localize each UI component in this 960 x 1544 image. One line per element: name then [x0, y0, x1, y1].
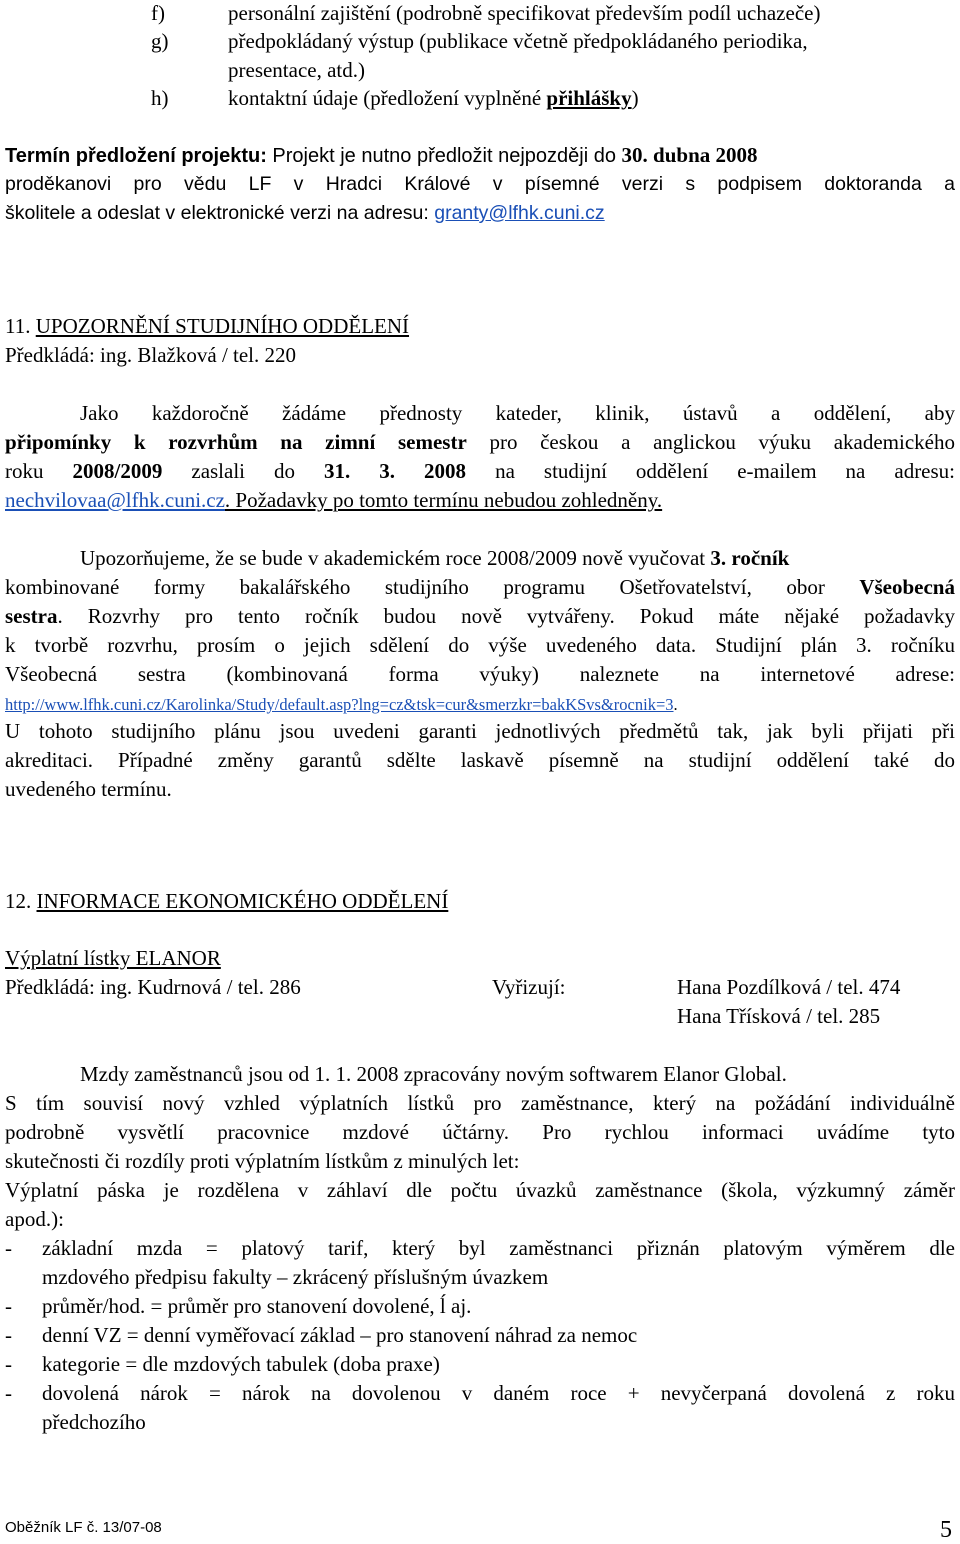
paragraph-text: . Rozvrhy pro tento ročník budou nově vytvářeny. Pokud máte nějaké požadavky	[57, 604, 955, 628]
list-bullet: -	[5, 1294, 12, 1318]
deadline-date: 31. 3. 2008	[324, 459, 467, 483]
bold-phrase: 3. ročník	[710, 546, 790, 570]
paragraph-text: .	[673, 695, 678, 714]
deadline-date: 30. dubna 2008	[621, 143, 758, 167]
requirement-text: presentace, atd.)	[228, 58, 366, 82]
bold-phrase: připomínky k rozvrhům na zimní semestr	[5, 430, 467, 454]
handlers-label: Vyřizují:	[492, 975, 566, 999]
paragraph-line: S tím souvisí nový vzhled výplatních lístků pro zaměstnance, který na požádání individuálně	[5, 1091, 955, 1115]
bold-phrase: Všeobecná	[859, 575, 955, 599]
list-item-text: základní mzda = platový tarif, který byl zaměstnanci přiznán platovým výměrem dle	[42, 1236, 955, 1260]
section-number: 11.	[5, 314, 31, 338]
section-12-heading	[5, 889, 448, 913]
paragraph-text: pro českou a anglickou výuku akademického	[466, 430, 955, 454]
grants-email-link[interactable]: granty@lfhk.cuni.cz	[434, 202, 605, 224]
requirement-text: předpokládaný výstup (publikace včetně předpokládaného periodika,	[228, 29, 808, 53]
page-number: 5	[940, 1517, 952, 1543]
paragraph-text: roku	[5, 459, 73, 483]
list-bullet: -	[5, 1352, 12, 1376]
list-item-text: mzdového předpisu fakulty – zkrácený příslušným úvazkem	[42, 1265, 549, 1289]
paragraph-line: Výplatní páska je rozdělena v záhlaví dle počtu úvazků zaměstnance (škola, výzkumný záměr	[5, 1178, 955, 1202]
list-bullet: -	[5, 1236, 12, 1260]
deadline-label: Termín předložení projektu:	[5, 145, 267, 167]
section-11-heading	[5, 314, 409, 338]
section-title: UPOZORNĚNÍ STUDIJNÍHO ODDĚLENÍ	[35, 314, 410, 338]
bold-phrase: sestra	[5, 604, 58, 628]
requirement-label: g)	[151, 29, 169, 53]
handler-1: Hana Pozdílková / tel. 474	[677, 975, 901, 999]
paragraph-line: k tvorbě rozvrhu, prosím o jejich sdělení do výše uvedeného data. Studijní plán 3. ročníku	[5, 633, 955, 657]
paragraph-line	[5, 604, 955, 628]
deadline-text: Projekt je nutno předložit nejpozději do	[266, 145, 622, 167]
paragraph-text: kombinované formy bakalářského studijního programu Ošetřovatelství, obor	[5, 575, 860, 599]
requirement-text	[228, 86, 639, 110]
paragraph-text: . Požadavky po tomto termínu nebudou zohledněny.	[224, 488, 663, 512]
list-item-text: kategorie = dle mzdových tabulek (doba praxe)	[42, 1352, 440, 1376]
paragraph-line: U tohoto studijního plánu jsou uvedeni garanti jednotlivých předmětů tak, jak byli přijati při	[5, 719, 955, 743]
paragraph-line: Mzdy zaměstnanců jsou od 1. 1. 2008 zpracovány novým softwarem Elanor Global.	[80, 1062, 787, 1086]
paragraph-line	[80, 546, 789, 570]
paragraph-line: podrobně vysvětlí pracovnice mzdové účtárny. Pro rychlou informaci uvádíme tyto	[5, 1120, 955, 1144]
section-number: 12.	[5, 889, 32, 913]
requirement-text-part: )	[631, 86, 639, 110]
list-item-text: dovolená nárok = nárok na dovolenou v daném roce + nevyčerpaná dovolená z roku	[42, 1381, 955, 1405]
study-dept-email-link[interactable]: nechvilovaa@lfhk.cuni.cz	[5, 488, 225, 512]
study-plan-link[interactable]: http://www.lfhk.cuni.cz/Karolinka/Study/default.asp?lng=cz&tsk=cur&smerzkr=bakKSvs&rocnik=3	[5, 695, 674, 714]
paragraph-line	[5, 575, 955, 599]
paragraph-line	[5, 459, 955, 483]
list-bullet: -	[5, 1381, 12, 1405]
paragraph-line: akreditaci. Případné změny garantů sdělte laskavě písemně na studijní oddělení také do	[5, 748, 955, 772]
application-form-link[interactable]: přihlášky	[546, 86, 632, 110]
requirement-text-part: kontaktní údaje (předložení vyplněné	[228, 86, 547, 110]
deadline-line-1	[5, 143, 758, 168]
section-12-submitter: Předkládá: ing. Kudrnová / tel. 286	[5, 975, 301, 999]
paragraph-line	[5, 488, 662, 512]
paragraph-line	[5, 430, 955, 454]
footer-left: Oběžník LF č. 13/07-08	[5, 1519, 162, 1536]
paragraph-text: zaslali do	[162, 459, 325, 483]
requirement-text: personální zajištění (podrobně specifikovat především podíl uchazeče)	[228, 1, 821, 25]
section-title: INFORMACE EKONOMICKÉHO ODDĚLENÍ	[36, 889, 449, 913]
list-item-text: předchozího	[42, 1410, 146, 1434]
paragraph-line: Jako každoročně žádáme přednosty kateder, klinik, ústavů a oddělení, aby	[80, 401, 955, 425]
academic-year: 2008/2009	[72, 459, 163, 483]
deadline-line-3	[5, 201, 605, 225]
requirement-label: f)	[151, 1, 165, 25]
requirement-label: h)	[151, 86, 169, 110]
list-item-text: denní VZ = denní vyměřovací základ – pro stanovení náhrad za nemoc	[42, 1323, 638, 1347]
list-item-text: průměr/hod. = průměr pro stanovení dovolené, ĺ aj.	[42, 1294, 472, 1318]
paragraph-line: uvedeného termínu.	[5, 777, 172, 801]
paragraph-text: na studijní oddělení e-mailem na adresu:	[466, 459, 956, 483]
paragraph-line: skutečnosti či rozdíly proti výplatním lístkům z minulých let:	[5, 1149, 520, 1173]
paragraph-text: Upozorňujeme, že se bude v akademickém roce 2008/2009 nově vyučovat	[80, 546, 711, 570]
paragraph-line: Všeobecná sestra (kombinovaná forma výuky) naleznete na internetové adrese:	[5, 662, 955, 686]
handler-2: Hana Třísková / tel. 285	[677, 1004, 881, 1028]
paragraph-line: apod.):	[5, 1207, 64, 1231]
section-12-subtitle: Výplatní lístky ELANOR	[5, 946, 221, 970]
list-bullet: -	[5, 1323, 12, 1347]
deadline-line-2: proděkanovi pro vědu LF v Hradci Králové v písemné verzi s podpisem doktoranda a	[5, 173, 955, 195]
section-11-submitter: Předkládá: ing. Blažková / tel. 220	[5, 343, 297, 367]
paragraph-line	[5, 693, 678, 717]
deadline-line-3-text: školitele a odeslat v elektronické verzi na adresu:	[5, 202, 435, 224]
